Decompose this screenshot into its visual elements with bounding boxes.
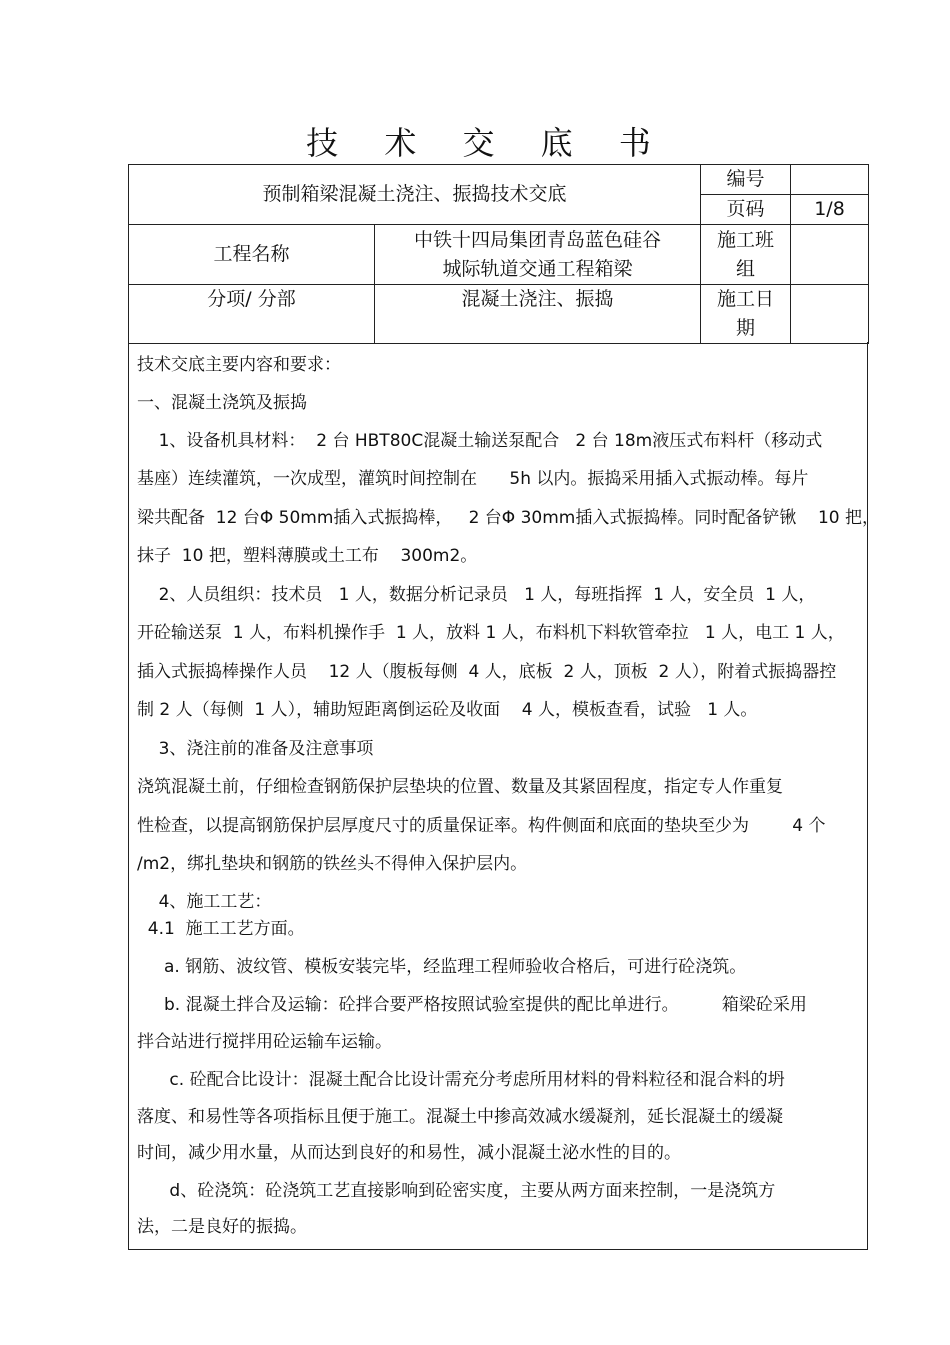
- content-line: 1、设备机具材料： 2 台 HBT80C混凝土输送泵配合 2 台 18m液压式布料杆（移动式: [137, 431, 823, 451]
- content-line: 插入式振捣棒操作人员 12 人（腹板每侧 4 人，底板 2 人，顶板 2 人），附着式振捣器控: [137, 662, 837, 682]
- section-label: 分项/ 分部: [129, 285, 375, 344]
- content-line: 时间，减少用水量，从而达到良好的和易性，减小混凝土泌水性的目的。: [137, 1143, 681, 1163]
- document-title: 技 术 交 底 书: [306, 124, 669, 162]
- content-line: 4.1 施工工艺方面。: [137, 919, 305, 939]
- page-value: 1/8: [791, 195, 869, 225]
- project-name-line1: 中铁十四局集团青岛蓝色硅谷: [414, 228, 662, 251]
- content-line: 拌合站进行搅拌用砼运输车运输。: [137, 1032, 392, 1052]
- project-label: 工程名称: [129, 225, 375, 285]
- content-line: 一、混凝土浇筑及振捣: [137, 393, 307, 413]
- content-line: b. 混凝土拌合及运输：砼拌合要严格按照试验室提供的配比单进行。 箱梁砼采用: [137, 995, 807, 1015]
- team-label-line2: 组: [736, 257, 756, 280]
- number-value: [791, 165, 869, 195]
- content-line: /m2，绑扎垫块和钢筋的铁丝头不得伸入保护层内。: [137, 854, 528, 874]
- content-line: 制 2 人（每侧 1 人），辅助短距离倒运砼及收面 4 人，模板查看，试验 1 人。: [137, 700, 758, 720]
- content-line: d、砼浇筑：砼浇筑工艺直接影响到砼密实度，主要从两方面来控制，一是浇筑方: [137, 1181, 776, 1201]
- section-value: 混凝土浇注、振捣: [375, 285, 701, 344]
- content-line: 开砼输送泵 1 人，布料机操作手 1 人，放料 1 人，布料机下料软管牵拉 1 人，电工 1 人，: [137, 623, 845, 643]
- header-table: [128, 164, 869, 344]
- page-label: 页码: [701, 195, 791, 225]
- project-name-line2: 城际轨道交通工程箱梁: [442, 257, 633, 280]
- team-value: [791, 225, 869, 285]
- team-label-cell: [701, 225, 791, 285]
- content-line: 浇筑混凝土前，仔细检查钢筋保护层垫块的位置、数量及其紧固程度，指定专人作重复: [137, 777, 783, 797]
- number-label: 编号: [701, 165, 791, 195]
- content-line: 性检查，以提高钢筋保护层厚度尺寸的质量保证率。构件侧面和底面的垫块至少为 4 个: [137, 816, 826, 836]
- content-line: 梁共配备 12 台Φ 50mm插入式振捣棒， 2 台Φ 30mm插入式振捣棒。同时配备铲锹 10 把，: [137, 508, 879, 528]
- date-label-line2: 期: [736, 317, 756, 339]
- date-value: [791, 285, 869, 344]
- content-line: 落度、和易性等各项指标且便于施工。混凝土中掺高效减水缓凝剂，延长混凝土的缓凝: [137, 1107, 783, 1127]
- content-line: 基座）连续灌筑，一次成型，灌筑时间控制在 5h 以内。振捣采用插入式振动棒。每片: [137, 469, 809, 489]
- content-line: a. 钢筋、波纹管、模板安装完毕，经监理工程师验收合格后，可进行砼浇筑。: [137, 957, 747, 977]
- team-label-line1: 施工班: [717, 228, 775, 251]
- content-box: [128, 342, 879, 1250]
- content-line: 3、浇注前的准备及注意事项: [137, 739, 374, 759]
- content-line: 4、施工工艺：: [137, 892, 272, 912]
- content-line: c. 砼配合比设计：混凝土配合比设计需充分考虑所用材料的骨料粒径和混合料的坍: [137, 1070, 785, 1090]
- subject-text: 预制箱梁混凝土浇注、振捣技术交底: [262, 183, 567, 205]
- subject-cell: [129, 165, 701, 225]
- content-line: 法，二是良好的振捣。: [137, 1217, 307, 1237]
- content-line: 2、人员组织：技术员 1 人，数据分析记录员 1 人，每班指挥 1 人，安全员 1 人，: [137, 585, 816, 605]
- content-line: 抹子 10 把，塑料薄膜或土工布 300m2。: [137, 546, 478, 566]
- date-label-cell: [701, 285, 791, 344]
- content-line: 技术交底主要内容和要求：: [137, 355, 341, 375]
- date-label-line1: 施工日: [717, 288, 775, 310]
- project-name-cell: [375, 225, 701, 285]
